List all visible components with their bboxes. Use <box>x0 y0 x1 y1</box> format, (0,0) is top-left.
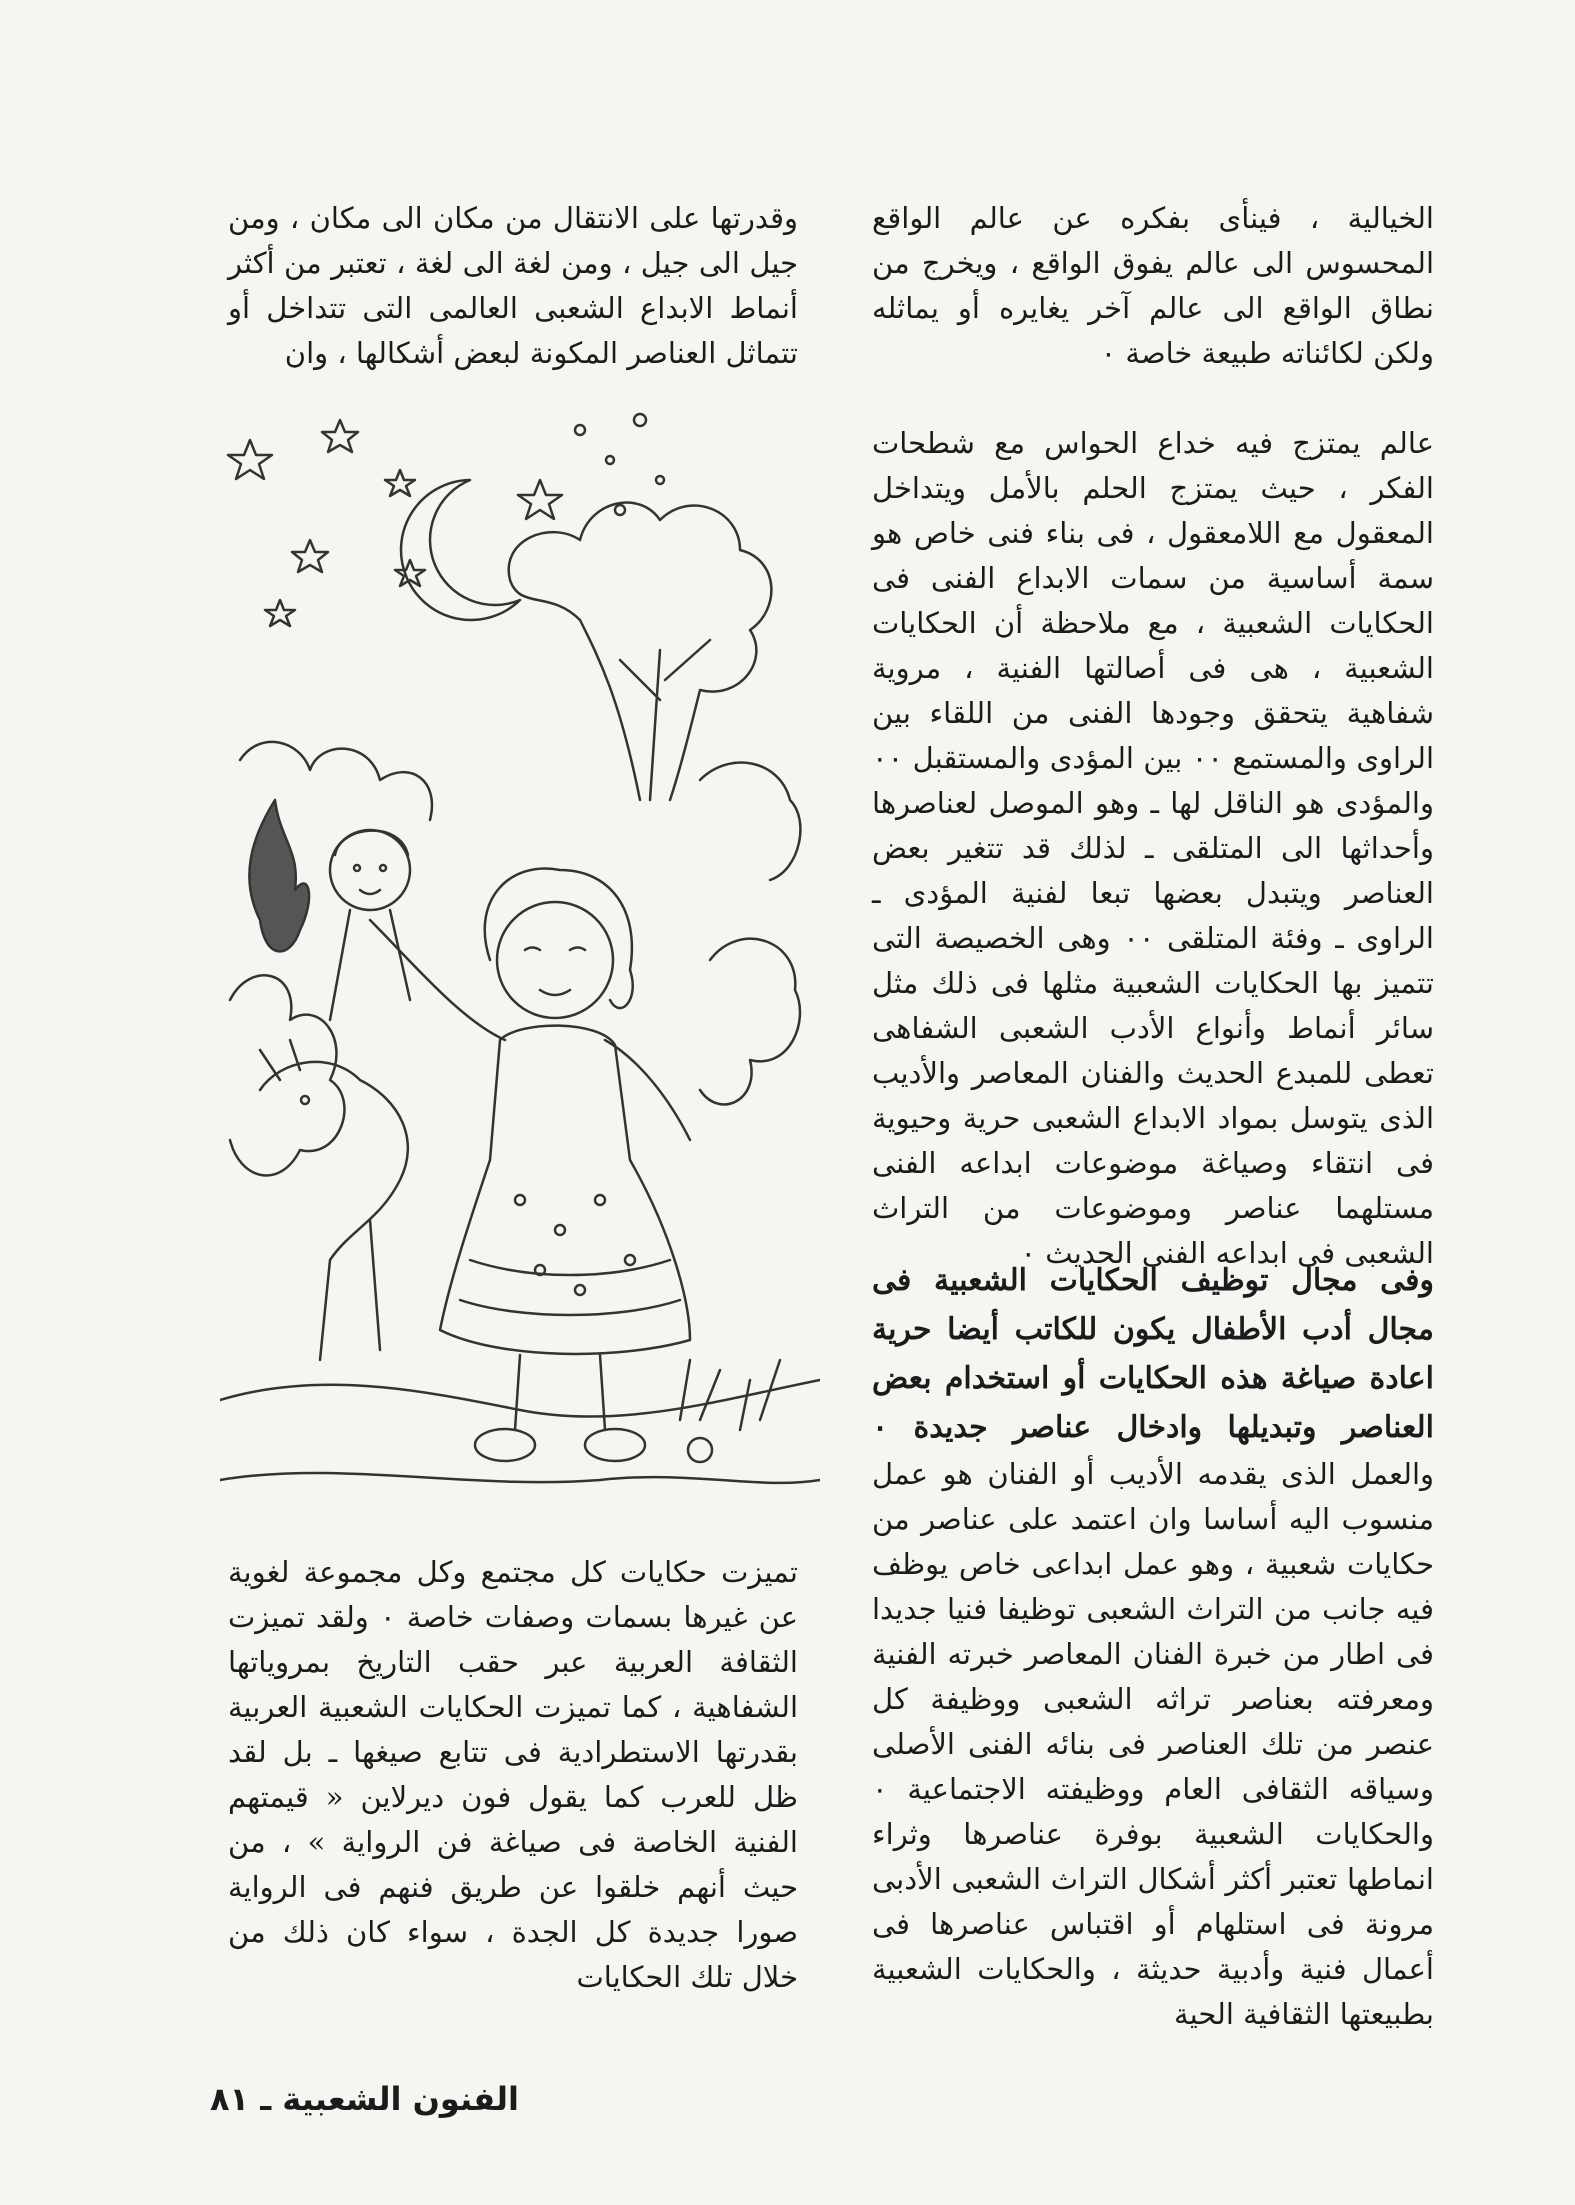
right-column-bottom <box>872 1256 1434 2037</box>
bold-intro: وفى مجال توظيف الحكايات الشعبية فى مجال أدب الأطفال يكون للكاتب أيضا حرية اعادة صياغة هذه الحكايات أو استخدام بعض العناصر وتبديلها وادخال عناصر جديدة ٠ <box>872 1263 1434 1445</box>
page-footer: الفنون الشعبية ـ ٨١ <box>210 2080 520 2118</box>
star-icon <box>228 420 562 626</box>
paragraph: عالم يمتزج فيه خداع الحواس مع شطحات الفكر ، حيث يمتزج الحلم بالأمل ويتداخل المعقول مع اللامعقول ، فى بناء فنى خاص هو سمة أساسية من سمات الابداع الفنى فى الحكايات الشعبية ، مع ملاحظة أن الحكايات الشعبية ، هى فى أصالتها الفنية ، مروية شفاهية يتحقق وجودها الفنى من اللقاء بين الراوى والمستمع ٠٠ بين المؤدى والمستقبل ٠٠ والمؤدى هو الناقل لها ـ وهو الموصل لعناصرها وأحداثها الى المتلقى ـ لذلك قد تتغير بعض العناصر ويتبدل بعضها تبعا لفنية المؤدى ـ الراوى ـ وفئة المتلقى ٠٠ وهى الخصيصة التى تتميز بها الحكايات الشعبية مثلها فى ذلك مثل سائر أنماط وأنواع الأدب الشعبى الشفاهى تعطى للمبدع الحديث والفنان المعاصر والأديب الذى يتوسل بمواد الابداع الشعبى حرية وحيوية فى انتقاء وصياغة موضوعات ابداعه الفنى مستلهما عناصر وموضوعات من التراث الشعبى فى ابداعه الفنى الحديث ٠ <box>872 426 1434 1270</box>
moon-icon <box>401 480 520 620</box>
left-column-top <box>228 196 798 376</box>
paragraph: تميزت حكايات كل مجتمع وكل مجموعة لغوية عن غيرها بسمات وصفات خاصة ٠ ولقد تميزت الثقافة العربية عبر حقب التاريخ بمروياتها الشفاهية ، كما تميزت الحكايات الشعبية العربية بقدرتها الاستطرادية فى تتابع صيغها ـ بل لقد ظل للعرب كما يقول فون ديرلاين « قيمتهم الفنية الخاصة فى صياغة فن الرواية » ، من حيث أنهم خلقوا عن طريق فنهم فى الرواية صورا جديدة كل الجدة ، سواء كان ذلك من خلال تلك الحكايات <box>228 1555 798 1994</box>
paragraph <box>872 1256 1434 2037</box>
paragraph-continuation: والعمل الذى يقدمه الأديب أو الفنان هو عمل منسوب اليه أساسا وان اعتمد على عناصر من حكايات شعبية ، وهو عمل ابداعى خاص يوظف فيه جانب من التراث الشعبى توظيفا فنيا جديدا فى اطار من خبرة الفنان المعاصر خبرته الفنية ومعرفته بعناصر تراثه الشعبى ووظيفة كل عنصر من تلك العناصر فى بنائه الفنى الأصلى وسياقه الثقافى العام ووظيفته الاجتماعية ٠ والحكايات الشعبية بوفرة عناصرها وثراء انماطها تعتبر أكثر أشكال التراث الشعبى الأدبى مرونة فى استلهام أو اقتباس عناصرها فى أعمال فنية وأدبية حديثة ، والحكايات الشعبية بطبيعتها الثقافية الحية <box>872 1457 1434 2031</box>
paragraph: الخيالية ، فينأى بفكره عن عالم الواقع المحسوس الى عالم يفوق الواقع ، ويخرج من نطاق الواقع الى عالم آخر يغايره أو يماثله ولكن لكائناته طبيعة خاصة ٠ <box>872 201 1434 370</box>
left-column-bottom <box>228 1550 798 2000</box>
illustration-girl-and-boy <box>220 400 820 1520</box>
paragraph: وقدرتها على الانتقال من مكان الى مكان ، ومن جيل الى جيل ، ومن لغة الى لغة ، تعتبر من أكثر أنماط الابداع الشعبى العالمى التى تتداخل أو تتماثل العناصر المكونة لبعض أشكالها ، وان <box>228 201 798 370</box>
right-column-top <box>872 196 1434 1276</box>
